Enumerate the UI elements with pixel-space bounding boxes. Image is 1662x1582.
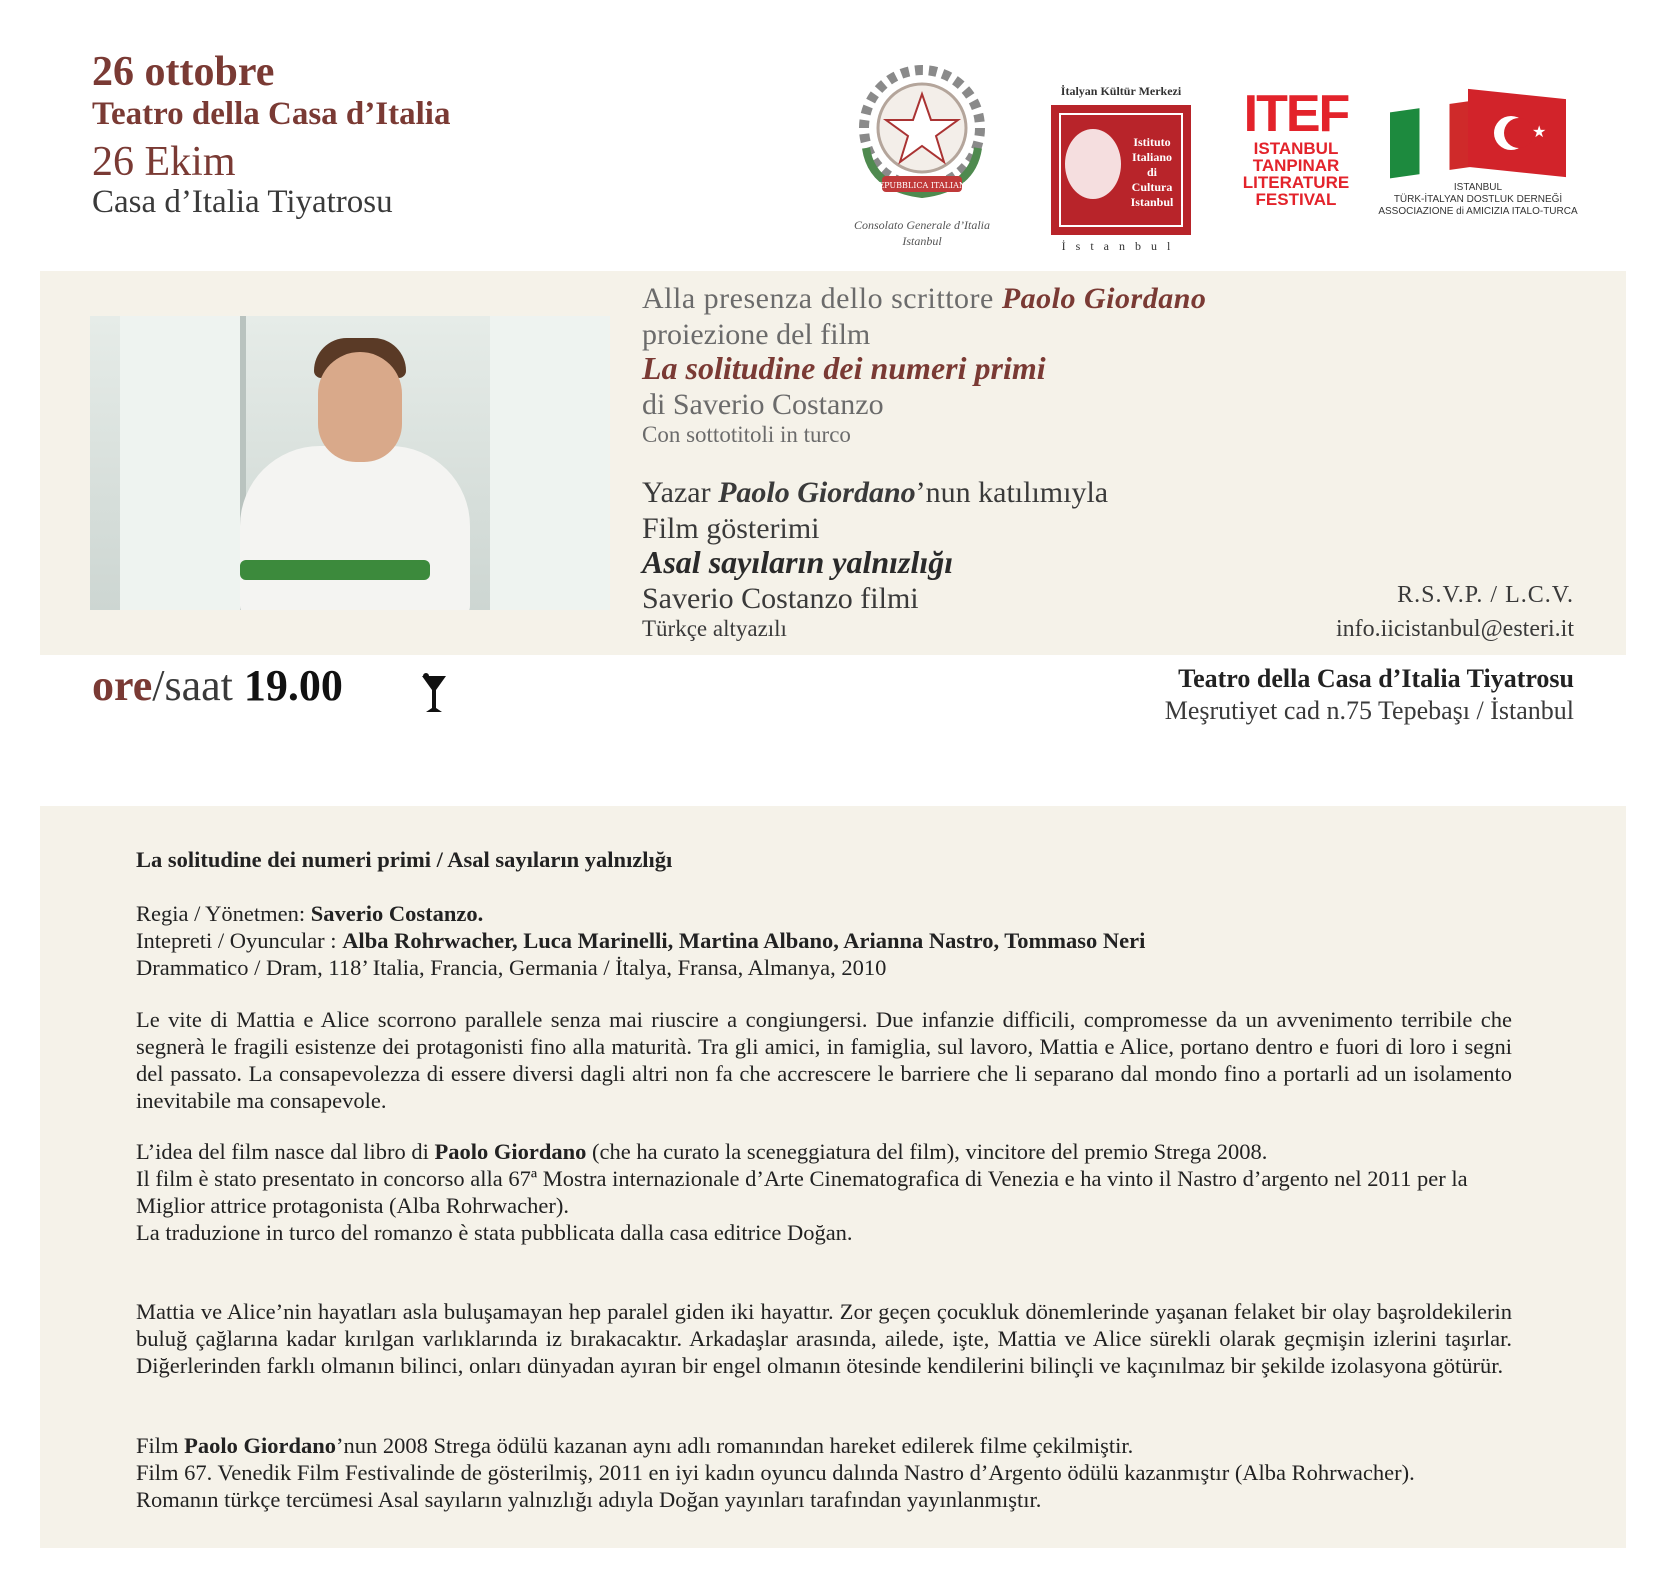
note-line: [136, 1432, 1512, 1459]
subtitles-tr: Türkçe altyazılı: [642, 616, 787, 641]
credit-value: Alba Rohrwacher, Luca Marinelli, Martina Albano, Arianna Nastro, Tommaso Neri: [342, 928, 1146, 953]
synopsis-title: La solitudine dei numeri primi / Asal sayıların yalnızlığı: [136, 847, 673, 872]
itef-acronym: ITEF: [1243, 85, 1349, 143]
friendship-text: [1378, 182, 1578, 218]
iic-logo: [1044, 84, 1198, 254]
iic-badge-text: [1123, 135, 1181, 210]
itef-line: ISTANBUL: [1253, 139, 1339, 158]
credit-genre: Drammatico / Dram, 118’ Italia, Francia, Germania / İtalya, Fransa, Almanya, 2010: [136, 955, 887, 980]
friendship-line: ASSOCIAZIONE di AMICIZIA ITALO-TURCA: [1378, 206, 1578, 217]
event-venue-it: Teatro della Casa d’Italia: [92, 96, 451, 132]
italian-emblem-icon: [852, 58, 992, 208]
time-value: 19.00: [243, 661, 343, 710]
event-venue-tr: Casa d’Italia Tiyatrosu: [92, 184, 393, 220]
credit-value: Saverio Costanzo.: [310, 901, 484, 926]
intro-suffix: ’nun katılımıyla: [915, 476, 1109, 509]
time-label-it: ore: [92, 661, 153, 710]
iic-text-line: di: [1146, 165, 1157, 179]
event-intro-tr: [642, 476, 1108, 510]
event-intro-it: [642, 282, 1206, 316]
credit-director: [136, 900, 1512, 927]
note-line: Film 67. Venedik Film Festivalinde de gösterilmiş, 2011 en iyi kadın oyuncu dalında Nastro d’Argento ödülü kazanmıştır (Alba Rohrwacher).: [136, 1460, 1415, 1485]
author-name: Paolo Giordano: [1001, 282, 1207, 315]
consulate-caption-line2: Istanbul: [902, 234, 942, 248]
author-name: Paolo Giordano: [434, 1139, 587, 1164]
note-line: Romanın türkçe tercümesi Asal sayıların yalnızlığı adıyla Doğan yayınları tarafından yayınlanmıştır.: [136, 1487, 1042, 1512]
itef-line: FESTIVAL: [1255, 190, 1337, 209]
synopsis-paragraph-it: Le vite di Mattia e Alice scorrono parallele senza mai riuscire a congiungersi. Due infanzie difficili, compromesse da un avvenimento terribile che segnerà le fragili esistenze dei protagonisti fino alla maturità. Tra gli amici, in famiglia, sul lavoro, Mattia e Alice, portano dentro e fuori di loro i segni del passato. La consapevolezza di essere diversi dagli altri non fa che accrescere le barriere che li separano dal mondo fino a portarli ad un isolamento inevitabile ma consapevole.: [136, 1007, 1512, 1113]
rsvp-label: R.S.V.P. / L.C.V.: [1397, 582, 1574, 608]
iic-emblem-icon: [1065, 129, 1121, 199]
film-credits: [136, 900, 1512, 981]
venue-name: Teatro della Casa d’Italia Tiyatrosu: [1178, 664, 1574, 693]
projection-label-it: proiezione del film: [642, 318, 871, 351]
iic-top-text: İtalyan Kültür Merkezi: [1060, 84, 1182, 98]
consulate-caption-line1: Consolato Generale d’Italia: [854, 218, 990, 232]
film-notes-it: [136, 1138, 1512, 1246]
italy-turkey-flags-icon: ★: [1390, 92, 1566, 176]
event-date-it: 26 ottobre: [92, 49, 275, 95]
author-name: Paolo Giordano: [184, 1433, 337, 1458]
friendship-association-logo: [1378, 92, 1578, 218]
iic-text-line: Cultura: [1131, 180, 1173, 194]
note-line: La traduzione in turco del romanzo è stata pubblicata dalla casa editrice Doğan.: [136, 1220, 853, 1245]
director-tr: Saverio Costanzo filmi: [642, 582, 919, 615]
iic-badge: [1051, 105, 1191, 235]
note-text: Film: [136, 1433, 179, 1458]
note-text: ’nun 2008 Strega ödülü kazanan aynı adlı romanından hareket edilerek filme çekilmiştir.: [336, 1433, 1134, 1458]
credit-cast: [136, 927, 1512, 954]
note-text: L’idea del film nasce dal libro di: [136, 1139, 429, 1164]
film-title-it: La solitudine dei numeri primi: [642, 350, 1046, 386]
intro-prefix: Yazar: [642, 476, 711, 509]
subtitles-it: Con sottotitoli in turco: [642, 422, 851, 447]
friendship-line: ISTANBUL: [1453, 182, 1503, 193]
itef-line: TANPINAR: [1252, 156, 1340, 175]
synopsis-paragraph-tr: Mattia ve Alice’nin hayatları asla buluşamayan hep paralel giden iki hayattır. Zor geçen çocukluk dönemlerinde yaşanan felaket bir olay başroldekilerin buluğ çağlarına kadar kırılgan varlıklarında iz bırakacaktır. Arkadaşlar arasında, ailede, işte, Mattia ve Alice sürekli olarak geçmişin izlerini taşırlar. Diğerlerinden farklı olmanın bilinci, onları dünyadan ayıran bir engel olmanın ötesinde kendilerini bilinçli ve kaçınılmaz bir şekilde izolasyona götürür.: [136, 1299, 1512, 1378]
iic-text-line: Istituto: [1133, 135, 1171, 149]
iic-bottom-text: İstanbul: [1061, 239, 1181, 253]
itef-line: LITERATURE: [1242, 173, 1350, 192]
friendship-line: TÜRK-İTALYAN DOSTLUK DERNEĞİ: [1393, 194, 1563, 205]
event-time: [92, 660, 343, 711]
intro-text: Alla presenza dello scrittore: [642, 282, 994, 315]
venue-address: Meşrutiyet cad n.75 Tepebaşı / İstanbul: [1164, 696, 1574, 725]
consulate-logo: [842, 58, 1002, 258]
director-it: di Saverio Costanzo: [642, 388, 884, 421]
cocktail-glass-icon: [420, 672, 448, 716]
emblem-ribbon-text: REPUBBLICA ITALIANA: [872, 181, 972, 190]
itef-logo: [1240, 85, 1352, 209]
credit-label: Intepreti / Oyuncular :: [136, 928, 337, 953]
note-line: [136, 1138, 1512, 1165]
film-notes-tr: [136, 1432, 1512, 1513]
time-label-tr: /saat: [152, 661, 233, 710]
film-title-tr: Asal sayıların yalnızlığı: [642, 544, 954, 580]
iic-text-line: Istanbul: [1130, 195, 1174, 209]
event-date-tr: 26 Ekim: [92, 139, 236, 185]
iic-text-line: Italiano: [1131, 150, 1172, 164]
consulate-caption: [842, 217, 1002, 249]
author-photo: [90, 316, 610, 610]
credit-label: Regia / Yönetmen:: [136, 901, 306, 926]
projection-label-tr: Film gösterimi: [642, 512, 820, 545]
rsvp-email-link[interactable]: info.iicistanbul@esteri.it: [1335, 616, 1574, 642]
note-text: (che ha curato la sceneggiatura del film), vincitore del premio Strega 2008.: [591, 1139, 1268, 1164]
author-name: Paolo Giordano: [718, 476, 916, 509]
note-line: Il film è stato presentato in concorso alla 67ª Mostra internazionale d’Arte Cinematografica di Venezia e ha vinto il Nastro d’argento nel 2011 per la Miglior attrice protagonista (Alba Rohrwacher).: [136, 1166, 1468, 1218]
